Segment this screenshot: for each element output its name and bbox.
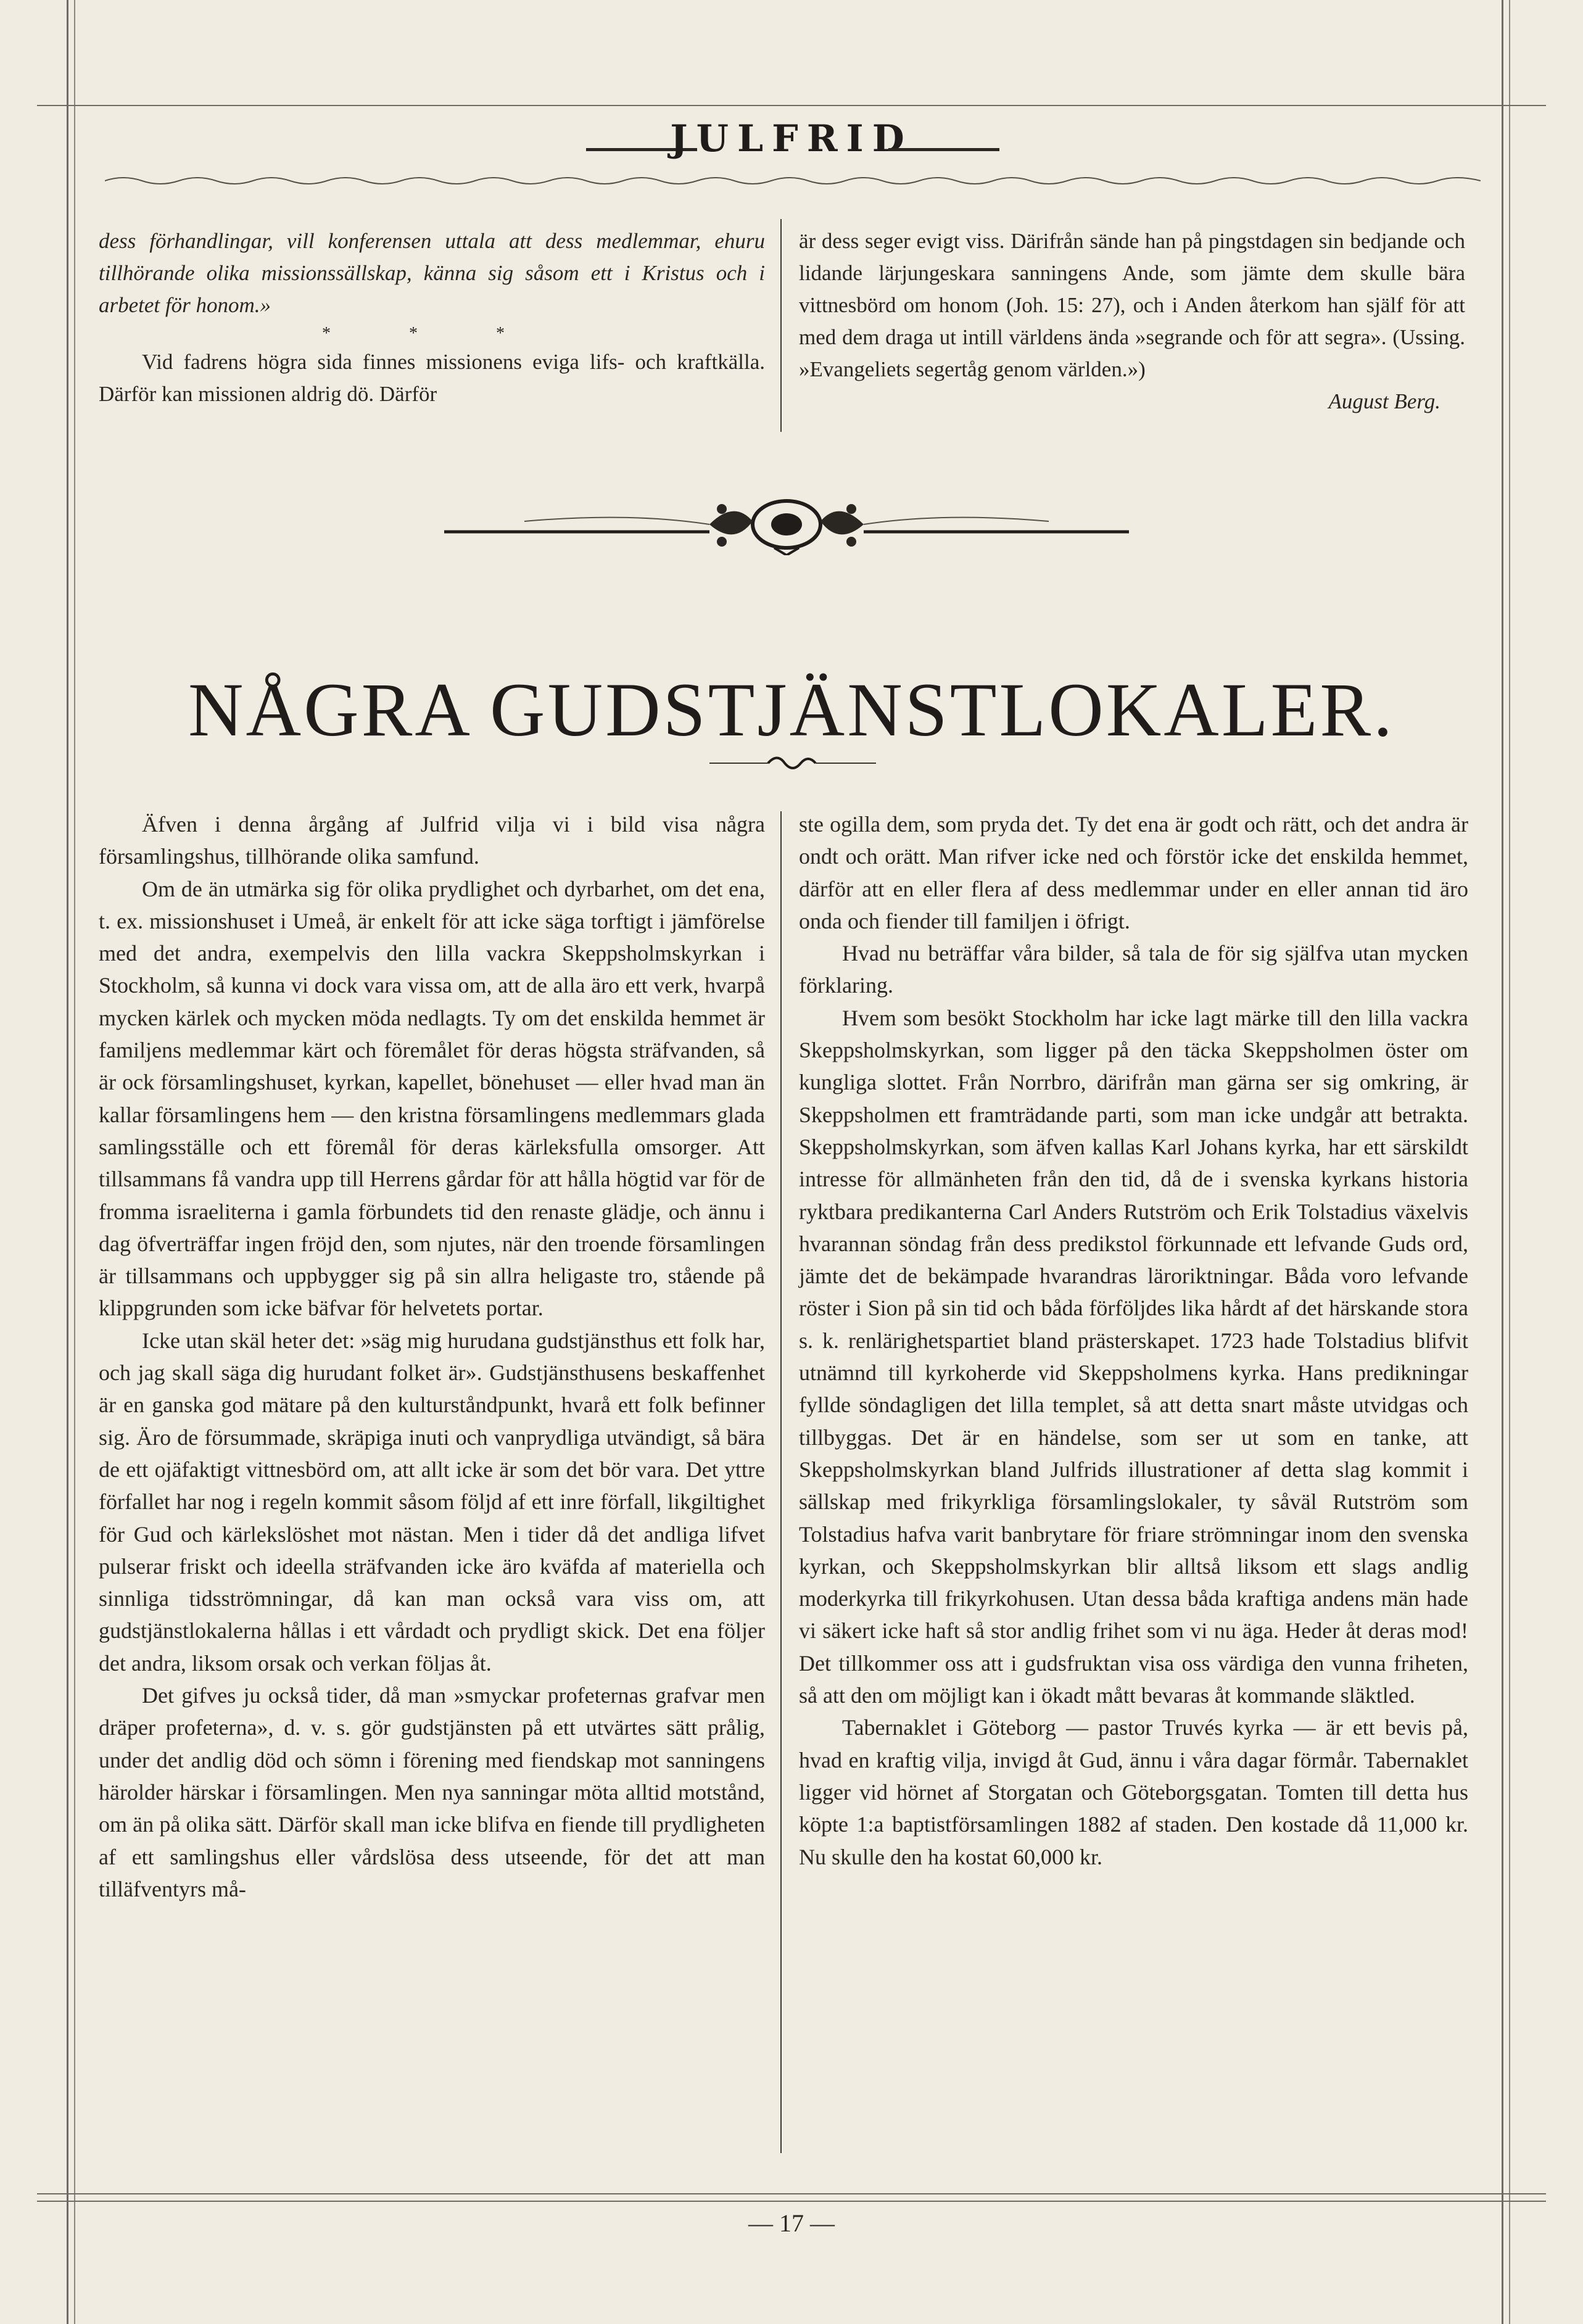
header-wavy-rule xyxy=(105,172,1481,190)
section-break-asterisks: * * * xyxy=(322,324,542,343)
article-paragraph: Om de än utmärka sig för olika prydlighet och dyrbarhet, om det ena, t. ex. missionshuset i Umeå, är enkelt för att icke säga torftigt i jämförelse med det andra, exempelvis den lilla vackra Skeppsholmskyrkan i Stockholm, så kunna vi dock vara vissa om, att de alla äro ett verk, hvarpå mycken kärlek och mycken möda nedlagts. Ty om det enskilda hemmet är familjens medlemmar kärt och föremålet för deras högsta sträfvanden, så är ock församlingshuset, kyrkan, kapellet, bönehuset — eller hvad man än kallar församlingens hem — den kristna församlingens medlemmars glada samlingsställe och ett föremål för deras kärleksfulla omsorger. Att tillsammans få vandra upp till Herrens gårdar för att hålla högtid var för de fromma israeliterna i gamla förbundets tid den renaste glädje, och ännu i dag öfverträffar ingen fröjd den, som njutes, när den troende församlingen är tillsammans och uppbygger sig på sin allra heligaste tro, stående på klippgrunden som icke bäfvar för helvetets portar. xyxy=(99,876,765,1321)
article-right-column xyxy=(799,808,1468,1873)
mission-paragraph: Vid fadrens högra sida finnes missionens eviga lifs- och kraftkälla. Därför kan missionen aldrig dö. Därför xyxy=(99,350,765,406)
running-header: JULFRID xyxy=(670,117,913,160)
header-rule-right xyxy=(888,148,999,151)
article-left-column xyxy=(99,808,765,1905)
frame-line-bottom xyxy=(37,2193,1546,2194)
top-right-column xyxy=(799,225,1465,418)
article-paragraph: Tabernaklet i Göteborg — pastor Truvés kyrka — är ett bevis på, hvad en kraftig vilja, invigd åt Gud, ännu i våra dagar förmår. Tabernaklet ligger vid hörnet af Storgatan och Göteborgsgatan. Tomten till detta hus köpte 1:a baptistförsamlingen 1882 af staden. Den kostade då 11,000 kr. Nu skulle den ha kostat 60,000 kr. xyxy=(799,1715,1468,1869)
top-column-divider xyxy=(780,219,782,432)
title-swash-rule xyxy=(709,750,876,774)
frame-line-top xyxy=(37,105,1546,106)
article-paragraph: Äfven i denna årgång af Julfrid vilja vi i bild visa några församlingshus, tillhörande olika samfund. xyxy=(99,812,765,869)
article-title: NÅGRA GUDSTJÄNSTLOKALER. xyxy=(188,668,1395,752)
article-paragraph: Hvad nu beträffar våra bilder, så tala de för sig själfva utan mycken förklaring. xyxy=(799,941,1468,998)
page-number: — 17 — xyxy=(748,2209,835,2237)
frame-line-right xyxy=(1502,0,1503,2324)
article-paragraph: Icke utan skäl heter det: »säg mig hurudana gudstjänsthus ett folk har, och jag skall säga dig hurudant folket är». Gudstjänsthusens beskaffenhet är en ganska god mätare på den kulturståndpunkt, hvarå ett folk befinner sig. Äro de försummade, skräpiga inuti och vanprydliga utvändigt, så bära de ett ojäfaktigt vittnesbörd om, att allt icke är som det bör vara. Det yttre förfallet har nog i regeln kommit såsom följd af ett inre förfall, likgiltighet för Gud och kärlekslöshet mot nästan. Men i tider då det andliga lifvet pulserar friskt och ideella sträfvanden icke äro kväfda af materiella och sinnliga tidsströmningar, då kan man också vara viss om, att gudstjänstlokalerna hållas i ett vårdadt och prydligt skick. Det ena följer det andra, liksom orsak och verkan följas åt. xyxy=(99,1328,765,1676)
article-paragraph: Hvem som besökt Stockholm har icke lagt märke till den lilla vackra Skeppsholmskyrkan, som ligger på den täcka Skeppsholmen öster om kungliga slottet. Från Norrbro, därifrån man gärna ser sig omkring, är Skeppsholmen ett framträdande parti, som man icke undgår att betrakta. Skeppsholmskyrkan, som äfven kallas Karl Johans kyrka, har ett särskildt intresse för allmänheten från den tid, då de i svenska kyrkans historia ryktbara predikanterna Carl Anders Rutström och Erik Tolstadius växelvis hvarannan söndag från dess predikstol förkunnade ett lefvande Guds ord, jämte det de bekämpade hvarandras läroriktningar. Båda voro lefvande röster i Sion på sin tid och båda förföljdes lika hårdt af det härskande stora s. k. renlärighetspartiet bland prästerskapet. 1723 hade Tolstadius blifvit utnämnd till kyrkoherde vid Skeppsholmens kyrka. Hans predikningar fyllde söndagligen det lilla templet, så att detta snart måste utvidgas och tillbyggas. Det är en händelse, som ser ut som en tanke, att Skeppsholmskyrkan bland Julfrids illustrationer af detta slag kommit i sällskap med frikyrkliga församlingslokaler, ty såväl Rutström som Tolstadius hafva varit banbrytare för friare strömningar inom den svenska kyrkan, och Skeppsholmskyrkan blir alltså liksom ett slags andlig moderkyrka till frikyrkohusen. Utan dessa båda kraftiga andens män hade vi säkert icke haft så stor andlig frihet som vi nu äga. Heder åt deras mod! Det tillkommer oss att i gudsfruktan visa oss värdiga den vunna friheten, så att den om möjligt kan i ökadt mått bevaras åt kommande släktled. xyxy=(799,1005,1468,1708)
top-left-column xyxy=(99,225,765,410)
frame-line-left-inner xyxy=(74,0,75,2324)
author-signature: August Berg. xyxy=(1328,389,1440,413)
article-column-divider xyxy=(780,811,782,2153)
mission-paragraph-continued: är dess seger evigt viss. Därifrån sände han på pingstdagen sin bedjande och lidande lärjungeskara sanningens Ande, som jämte dem skulle bära vittnesbörd om honom (Joh. 15: 27), och i Anden återkom han själf för att med dem draga ut intill världens ända »segrande och för att segra». (Ussing. »Evangeliets segertåg genom världen.») xyxy=(799,229,1465,381)
decorative-ornament xyxy=(444,487,1129,555)
article-paragraph: ste ogilla dem, som pryda det. Ty det ena är godt och rätt, och det andra är ondt och orätt. Man rifver icke ned och förstör icke det enskilda hemmet, därför att en eller flera af dess medlemmar under en eller annan tid äro onda och fiender till familjen i öfrigt. xyxy=(799,812,1468,933)
frame-line-bottom-inner xyxy=(37,2201,1546,2202)
frame-line-left xyxy=(67,0,68,2324)
frame-line-right-inner xyxy=(1509,0,1510,2324)
article-paragraph: Det gifves ju också tider, då man »smyckar profeternas grafvar men dräper profeterna», d. v. s. gör gudstjänsten på ett utvärtes sätt prålig, under det andlig död och sömn i förening med fiendskap mot sanningens härolder härskar i församlingen. Men nya sanningar möta alltid motstånd, om än på olika sätt. Därför skall man icke blifva en fiende till prydligheten af ett samlingshus eller vårdslösa dess utseende, för det att man tilläfventyrs må- xyxy=(99,1683,765,1901)
conference-quote: dess förhandlingar, vill konferensen uttala att dess medlemmar, ehuru tillhörande olika missionssällskap, känna sig såsom ett i Kristus och i arbetet för honom.» xyxy=(99,229,765,317)
